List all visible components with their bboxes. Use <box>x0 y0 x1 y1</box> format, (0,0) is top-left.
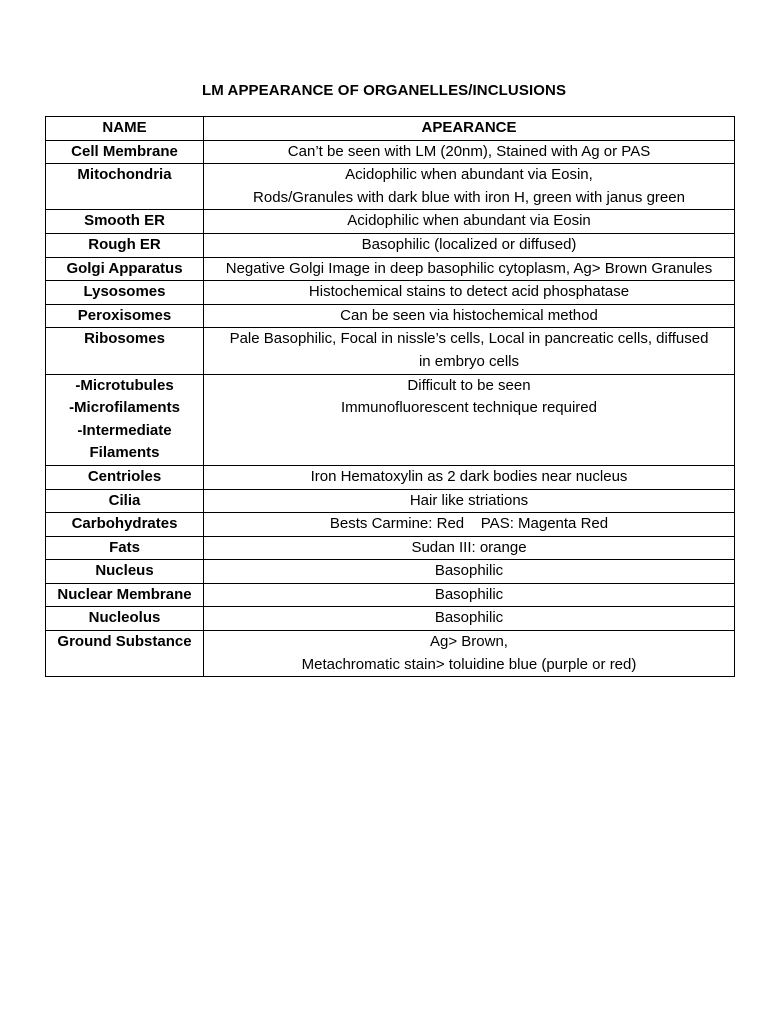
appearance-cell <box>204 513 735 537</box>
organelle-name-cell <box>46 233 204 257</box>
organelle-name-cell <box>46 374 204 465</box>
appearance-text: Basophilic <box>434 609 504 627</box>
organelle-name: Smooth ER <box>84 212 165 230</box>
table-row <box>46 374 735 465</box>
table-row <box>46 631 735 677</box>
table-row <box>46 607 735 631</box>
table-row <box>46 328 735 374</box>
appearance-text: in embryo cells <box>418 352 520 370</box>
organelle-name-cell <box>46 164 204 210</box>
organelle-name: -Intermediate <box>77 421 172 439</box>
table-row <box>46 489 735 513</box>
organelle-name: Filaments <box>89 444 160 462</box>
organelle-name: Nucleolus <box>88 609 161 627</box>
appearance-cell <box>204 536 735 560</box>
appearance-text: Acidophilic when abundant via Eosin <box>347 212 591 230</box>
table-row <box>46 536 735 560</box>
organelle-name: Carbohydrates <box>71 515 178 533</box>
appearance-text: Rods/Granules with dark blue with iron H, green with janus green <box>253 188 685 206</box>
appearance-text: Bests Carmine: Red PAS: Magenta Red <box>329 515 609 533</box>
appearance-cell <box>204 607 735 631</box>
organelle-name: Mitochondria <box>77 166 172 184</box>
organelle-name: Peroxisomes <box>77 306 172 324</box>
organelle-name: Nuclear Membrane <box>57 585 192 603</box>
organelle-name: Nucleus <box>95 562 154 580</box>
appearance-text: Negative Golgi Image in deep basophilic cytoplasm, Ag> Brown Granules <box>225 259 713 277</box>
table-row <box>46 281 735 305</box>
appearance-cell <box>204 328 735 374</box>
table-row <box>46 583 735 607</box>
organelle-name: Cilia <box>108 491 141 509</box>
appearance-cell <box>204 257 735 281</box>
appearance-text: Histochemical stains to detect acid phosphatase <box>308 283 630 301</box>
appearance-cell <box>204 374 735 465</box>
table-row <box>46 513 735 537</box>
organelle-name: Ribosomes <box>84 330 165 348</box>
appearance-cell <box>204 281 735 305</box>
table-header-row <box>46 117 735 141</box>
appearance-cell <box>204 140 735 164</box>
appearance-text: Sudan III: orange <box>411 538 527 556</box>
appearance-text: Metachromatic stain> toluidine blue (purple or red) <box>301 655 637 673</box>
name-column-header: NAME <box>46 117 204 141</box>
appearance-text: Basophilic (localized or diffused) <box>361 235 577 253</box>
organelle-name-cell <box>46 328 204 374</box>
organelle-name-cell <box>46 607 204 631</box>
organelle-name-cell <box>46 140 204 164</box>
appearance-cell <box>204 164 735 210</box>
table-row <box>46 304 735 328</box>
organelle-name-cell <box>46 513 204 537</box>
organelle-name: Fats <box>109 538 140 556</box>
table-row <box>46 210 735 234</box>
organelle-name: Lysosomes <box>83 283 166 301</box>
appearance-column-header: APEARANCE <box>204 117 735 141</box>
organelle-name: -Microfilaments <box>69 399 180 417</box>
organelle-name-cell <box>46 257 204 281</box>
appearance-text: Difficult to be seen <box>407 376 531 394</box>
appearance-text: Ag> Brown, <box>430 633 508 651</box>
appearance-cell <box>204 233 735 257</box>
organelle-name-cell <box>46 210 204 234</box>
table-row <box>46 140 735 164</box>
table-row <box>46 233 735 257</box>
organelle-name-cell <box>46 489 204 513</box>
organelle-name-cell <box>46 536 204 560</box>
appearance-text: Can be seen via histochemical method <box>340 306 598 324</box>
table-body <box>46 140 735 677</box>
organelle-name: Golgi Apparatus <box>66 259 183 277</box>
appearance-text: Basophilic <box>434 562 504 580</box>
table-row <box>46 465 735 489</box>
organelle-name-cell <box>46 631 204 677</box>
appearance-text: Acidophilic when abundant via Eosin, <box>345 166 593 184</box>
organelle-name: Cell Membrane <box>71 142 178 160</box>
page-title: LM APPEARANCE OF ORGANELLES/INCLUSIONS <box>201 82 567 99</box>
appearance-text: Basophilic <box>434 585 504 603</box>
organelle-name: Rough ER <box>88 235 161 253</box>
organelle-name: Centrioles <box>87 467 162 485</box>
appearance-text: Pale Basophilic, Focal in nissle’s cells, Local in pancreatic cells, diffused <box>229 330 709 348</box>
organelle-name-cell <box>46 281 204 305</box>
table-row <box>46 257 735 281</box>
appearance-cell <box>204 465 735 489</box>
appearance-cell <box>204 583 735 607</box>
organelle-name: -Microtubules <box>75 376 174 394</box>
appearance-cell <box>204 560 735 584</box>
organelle-name-cell <box>46 583 204 607</box>
appearance-text: Immunofluorescent technique required <box>341 399 597 417</box>
appearance-cell <box>204 210 735 234</box>
appearance-cell <box>204 631 735 677</box>
organelle-name: Ground Substance <box>57 633 192 651</box>
appearance-text: Can’t be seen with LM (20nm), Stained with Ag or PAS <box>287 142 651 160</box>
table-row <box>46 560 735 584</box>
organelle-name-cell <box>46 304 204 328</box>
organelle-table <box>45 116 735 677</box>
appearance-cell <box>204 489 735 513</box>
appearance-cell <box>204 304 735 328</box>
appearance-text: Hair like striations <box>409 491 529 509</box>
table-row <box>46 164 735 210</box>
appearance-text: Iron Hematoxylin as 2 dark bodies near nucleus <box>310 467 628 485</box>
organelle-name-cell <box>46 560 204 584</box>
organelle-name-cell <box>46 465 204 489</box>
